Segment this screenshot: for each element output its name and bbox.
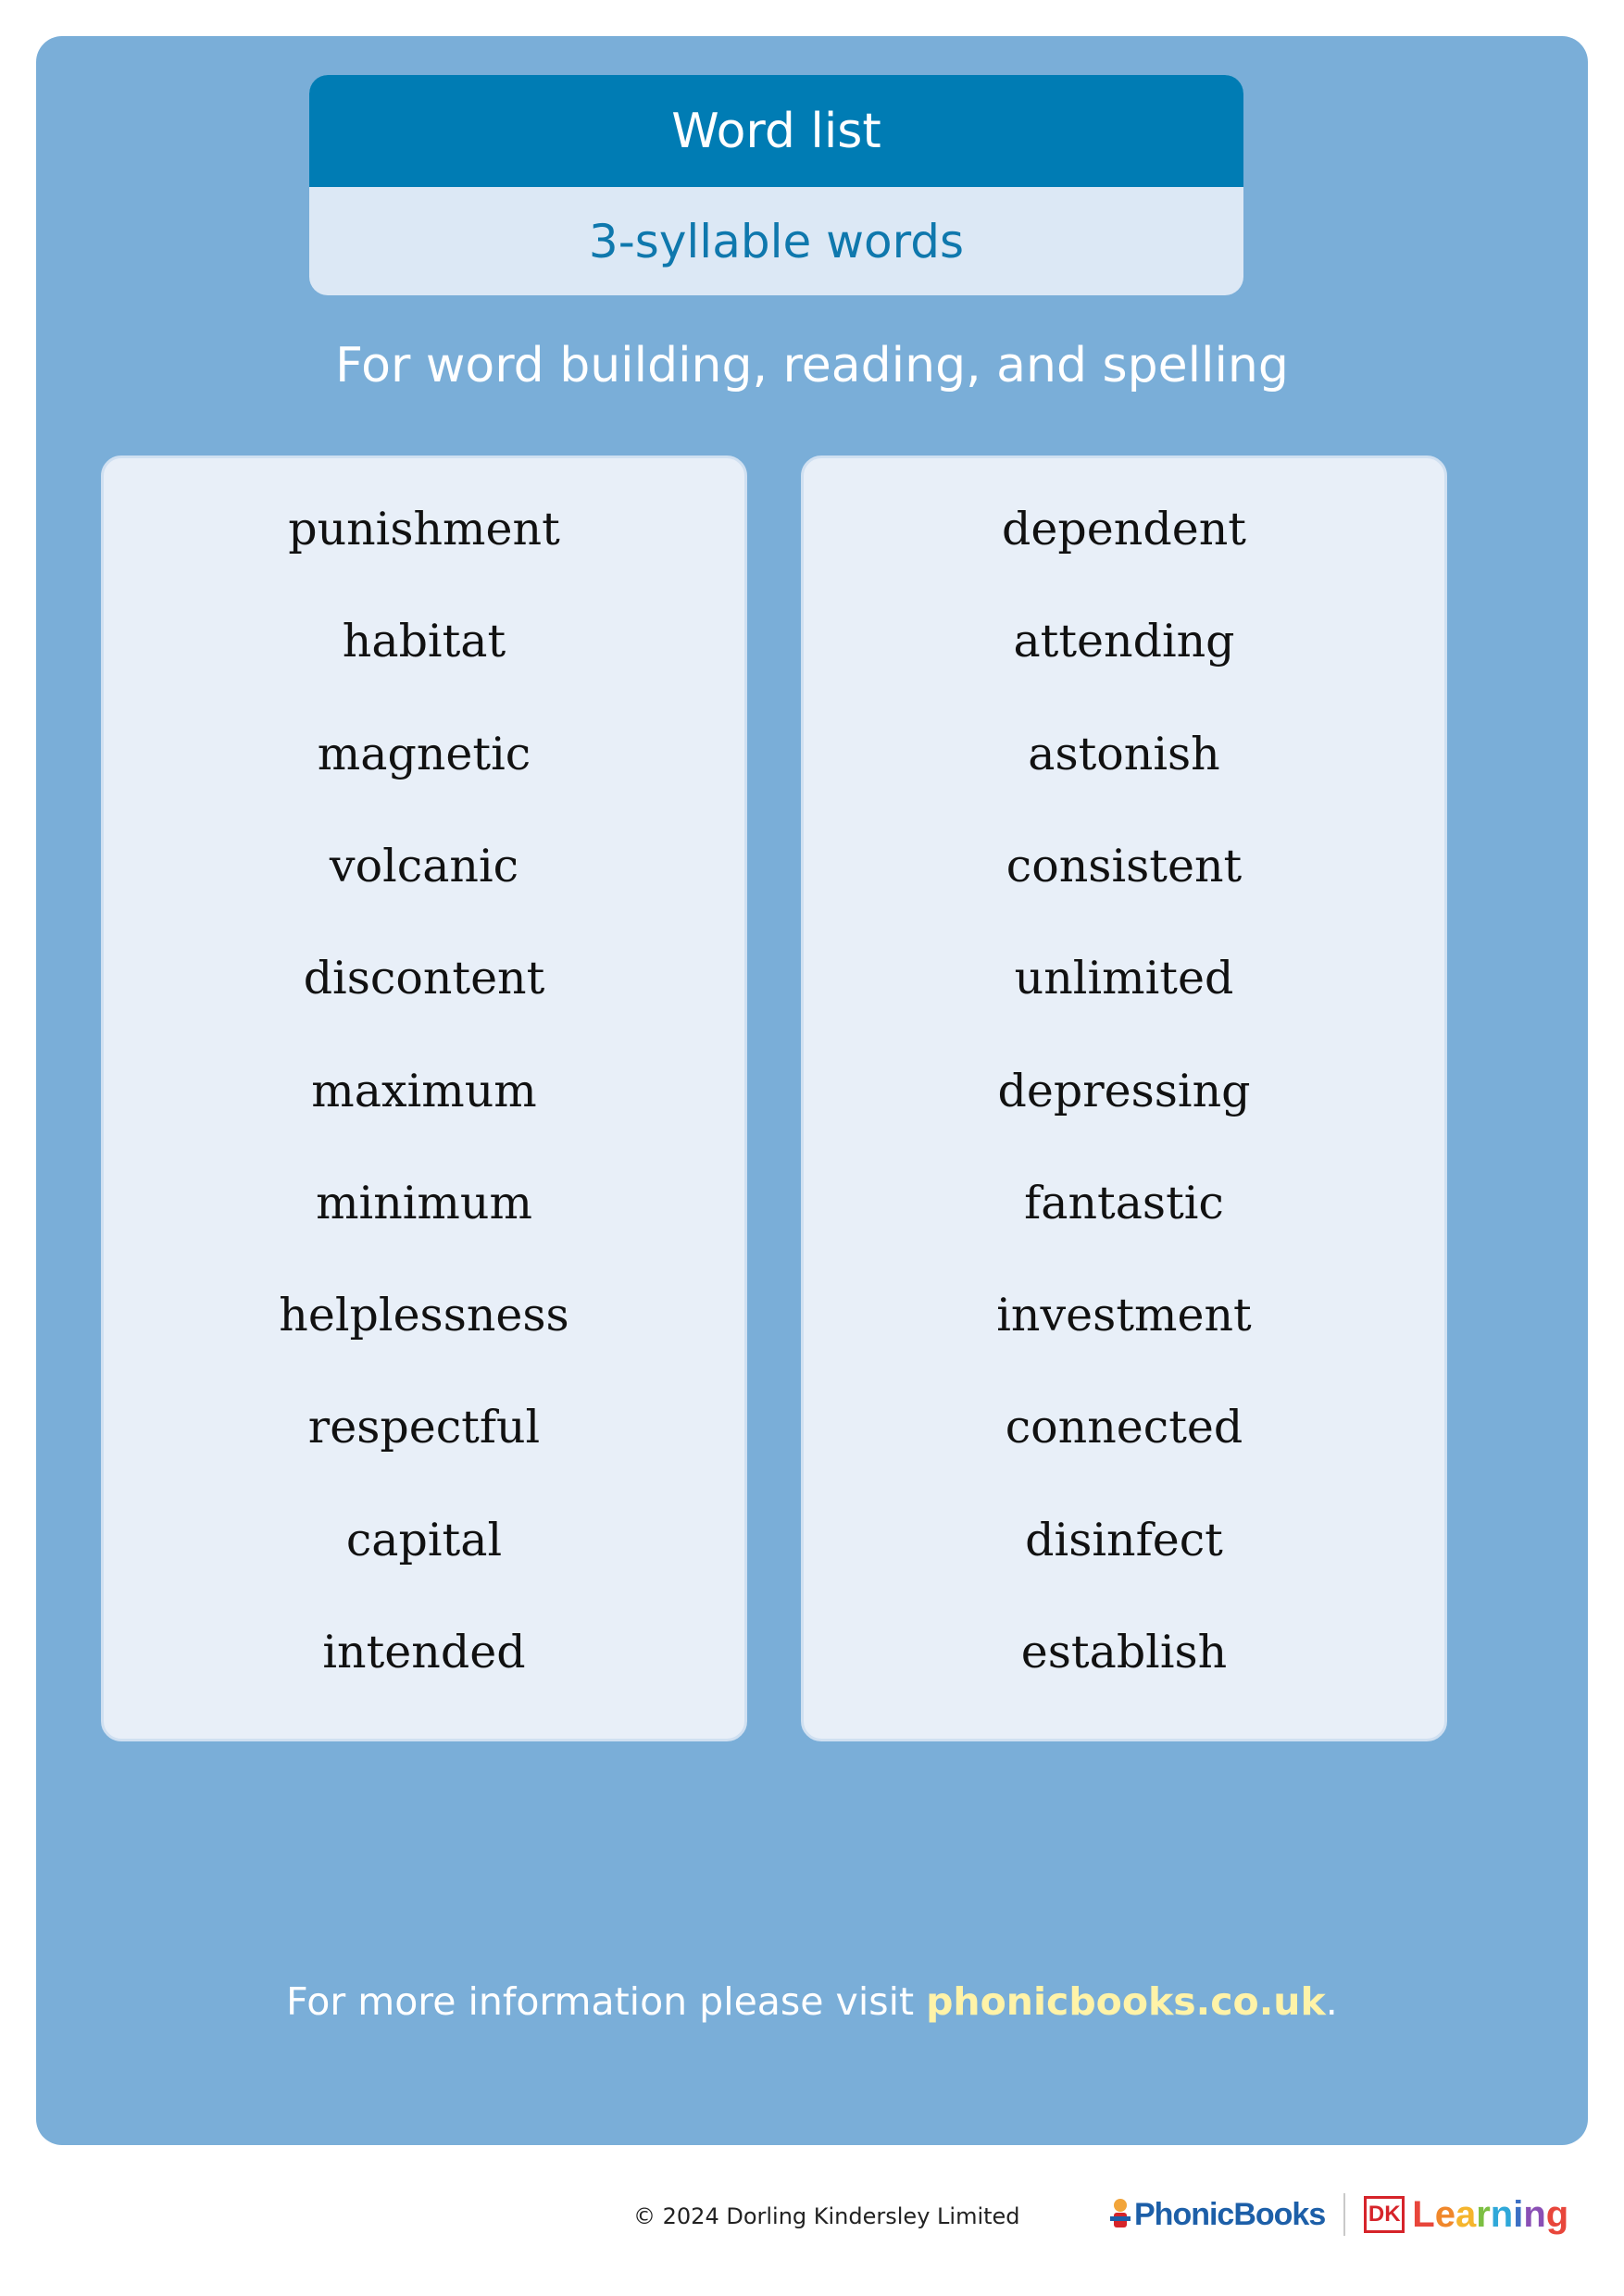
learning-letter: n [1490, 2193, 1514, 2235]
word-item: astonish [1028, 727, 1220, 780]
word-item: capital [345, 1513, 503, 1566]
phonicbooks-wordmark: PhonicBooks [1134, 2196, 1326, 2232]
word-list-left [101, 455, 747, 1741]
info-suffix: . [1325, 1979, 1338, 2024]
word-item: disinfect [1025, 1513, 1223, 1566]
learning-wordmark [1412, 2194, 1568, 2236]
dk-learning-logo [1364, 2194, 1568, 2236]
learning-letter: i [1513, 2193, 1524, 2235]
word-item: volcanic [329, 839, 519, 892]
word-item: habitat [342, 615, 506, 668]
word-item: depressing [997, 1064, 1251, 1117]
word-item: minimum [316, 1176, 532, 1229]
learning-letter: a [1455, 2193, 1477, 2235]
title-box [309, 75, 1243, 295]
info-line [0, 1979, 1624, 2024]
phonicbooks-logo [1106, 2196, 1325, 2233]
word-item: respectful [307, 1401, 541, 1454]
word-item: maximum [311, 1064, 537, 1117]
logo-divider [1343, 2193, 1345, 2236]
word-item: investment [996, 1289, 1252, 1342]
word-item: establish [1020, 1626, 1228, 1678]
word-item: discontent [303, 952, 545, 1005]
learning-letter: L [1412, 2193, 1435, 2235]
learning-letter: r [1476, 2193, 1491, 2235]
logo-bar [1106, 2187, 1588, 2242]
learning-letter: g [1545, 2193, 1569, 2235]
website-link[interactable]: phonicbooks.co.uk [926, 1979, 1326, 2024]
word-item: attending [1013, 615, 1235, 668]
copyright: © 2024 Dorling Kindersley Limited [633, 2203, 1020, 2229]
word-item: helplessness [279, 1289, 569, 1342]
learning-letter: e [1434, 2193, 1455, 2235]
info-prefix: For more information please visit [286, 1979, 927, 2024]
word-item: dependent [1002, 503, 1246, 555]
word-item: fantastic [1024, 1176, 1224, 1229]
word-item: unlimited [1014, 952, 1234, 1005]
word-list-right [801, 455, 1447, 1741]
word-item: connected [1005, 1401, 1243, 1454]
page-subtitle: 3-syllable words [588, 214, 965, 268]
word-item: intended [322, 1626, 526, 1678]
word-item: consistent [1006, 839, 1243, 892]
tagline: For word building, reading, and spelling [335, 338, 1289, 393]
dk-mark: DK [1364, 2196, 1405, 2233]
page-title: Word list [309, 75, 1243, 187]
phonicbooks-mascot-icon [1106, 2196, 1134, 2233]
word-item: punishment [288, 503, 560, 555]
learning-letter: n [1523, 2193, 1546, 2235]
word-item: magnetic [317, 727, 531, 780]
